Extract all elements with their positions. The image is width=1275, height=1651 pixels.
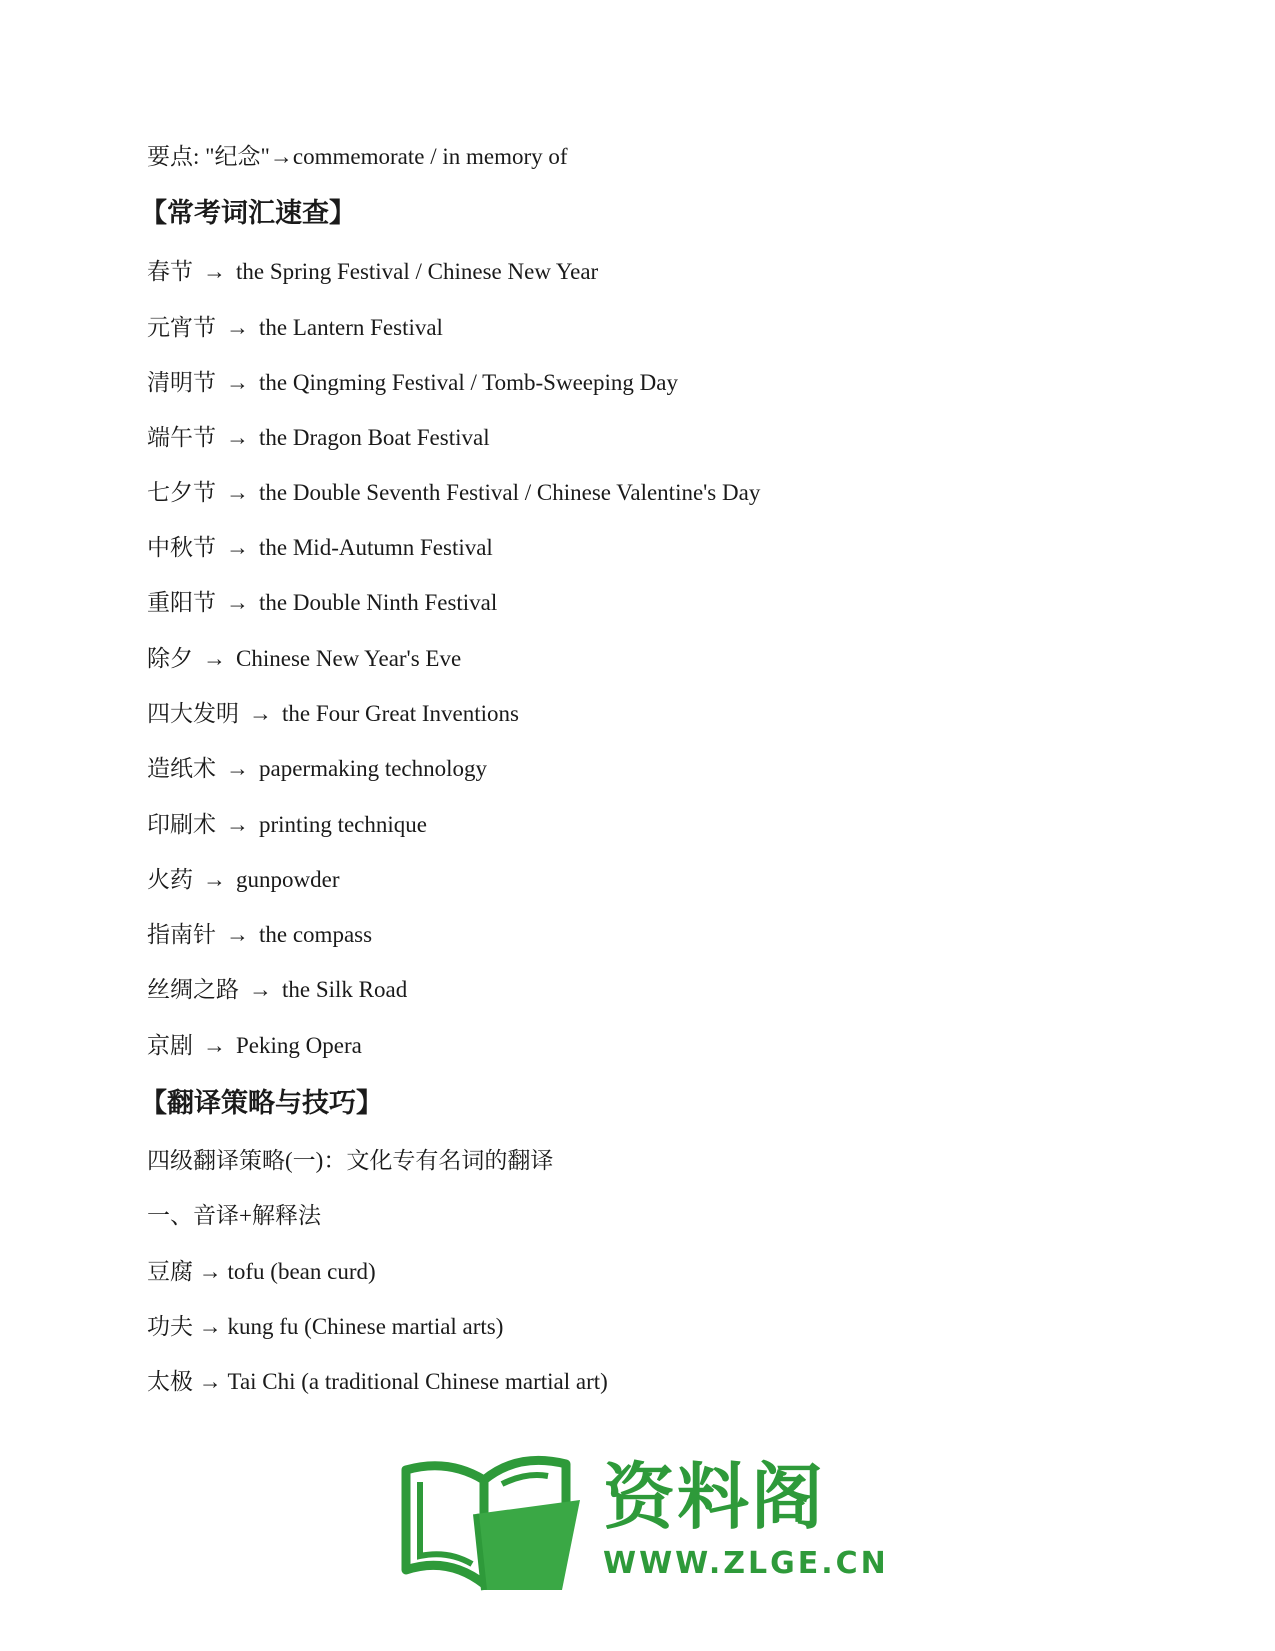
arrow: →: [226, 370, 249, 395]
vocab-cn: 元宵节: [147, 315, 216, 340]
arrow: →: [203, 1033, 226, 1058]
vocab-item: [147, 865, 339, 895]
vocab-en: Chinese New Year's Eve: [236, 646, 462, 671]
key-point-line: 要点: "纪念"→commemorate / in memory of: [147, 144, 568, 169]
vocab-item: [147, 699, 519, 729]
arrow: →: [226, 535, 249, 560]
vocab-cn: 中秋节: [147, 535, 216, 560]
vocab-cn: 四大发明: [147, 701, 239, 726]
arrow: →: [203, 867, 226, 892]
vocab-item: [147, 588, 497, 618]
vocab-item: [147, 754, 487, 784]
vocab-en: printing technique: [259, 812, 427, 837]
vocab-item: [147, 257, 598, 287]
vocab-cn: 造纸术: [147, 756, 216, 781]
vocab-cn: 丝绸之路: [147, 977, 239, 1002]
vocab-item: [147, 975, 407, 1005]
strategy-heading: 【翻译策略与技巧】: [140, 1088, 383, 1118]
vocab-cn: 七夕节: [147, 480, 216, 505]
vocab-cn: 端午节: [147, 425, 216, 450]
vocab-item: [147, 920, 372, 950]
arrow: →: [249, 977, 272, 1002]
vocab-en: gunpowder: [236, 867, 340, 892]
vocab-item: [147, 1031, 362, 1061]
vocab-en: the Qingming Festival / Tomb-Sweeping Day: [259, 370, 678, 395]
vocab-en: Peking Opera: [236, 1033, 362, 1058]
vocab-en: the Lantern Festival: [259, 315, 443, 340]
vocab-cn: 印刷术: [147, 812, 216, 837]
arrow: →: [203, 259, 226, 284]
vocab-cn: 火药: [147, 867, 193, 892]
arrow: →: [226, 315, 249, 340]
arrow: →: [226, 756, 249, 781]
vocab-en: the Spring Festival / Chinese New Year: [236, 259, 599, 284]
arrow: →: [226, 480, 249, 505]
vocab-en: the Four Great Inventions: [282, 701, 519, 726]
arrow: →: [226, 425, 249, 450]
vocab-item: [147, 368, 678, 398]
vocab-cn: 春节: [147, 259, 193, 284]
vocab-en: papermaking technology: [259, 756, 488, 781]
vocab-cn: 京剧: [147, 1033, 193, 1058]
watermark-name: 资料阁: [603, 1455, 826, 1539]
vocab-cn: 除夕: [147, 646, 193, 671]
arrow: →: [226, 590, 249, 615]
vocab-item: [147, 810, 427, 840]
vocab-item: [147, 533, 493, 563]
example-line: 太极 → Tai Chi (a traditional Chinese martial art): [147, 1369, 608, 1394]
watermark-url: WWW.ZLGE.CN: [603, 1546, 889, 1581]
vocab-item: [147, 313, 443, 343]
arrow: →: [226, 812, 249, 837]
vocab-en: the Dragon Boat Festival: [259, 425, 490, 450]
example-line: 豆腐 → tofu (bean curd): [147, 1259, 376, 1284]
vocab-cn: 重阳节: [147, 590, 216, 615]
vocab-en: the Silk Road: [282, 977, 408, 1002]
example-line: 功夫 → kung fu (Chinese martial arts): [147, 1314, 504, 1339]
vocab-en: the compass: [259, 922, 373, 947]
vocab-en: the Double Ninth Festival: [259, 590, 498, 615]
arrow: →: [226, 922, 249, 947]
vocab-cn: 清明节: [147, 370, 216, 395]
arrow: →: [203, 646, 226, 671]
vocab-item: [147, 644, 461, 674]
vocab-en: the Double Seventh Festival / Chinese Valentine's Day: [259, 480, 761, 505]
vocab-item: [147, 478, 760, 508]
method-title: 一、音译+解释法: [147, 1203, 321, 1228]
vocab-heading: 【常考词汇速查】: [140, 198, 356, 228]
strategy-title: 四级翻译策略(一)：文化专有名词的翻译: [147, 1148, 554, 1173]
book-folder-icon: [398, 1452, 588, 1594]
vocab-item: [147, 423, 490, 453]
arrow: →: [249, 701, 272, 726]
vocab-en: the Mid-Autumn Festival: [259, 535, 493, 560]
vocab-cn: 指南针: [147, 922, 216, 947]
watermark-logo: [398, 1452, 889, 1594]
